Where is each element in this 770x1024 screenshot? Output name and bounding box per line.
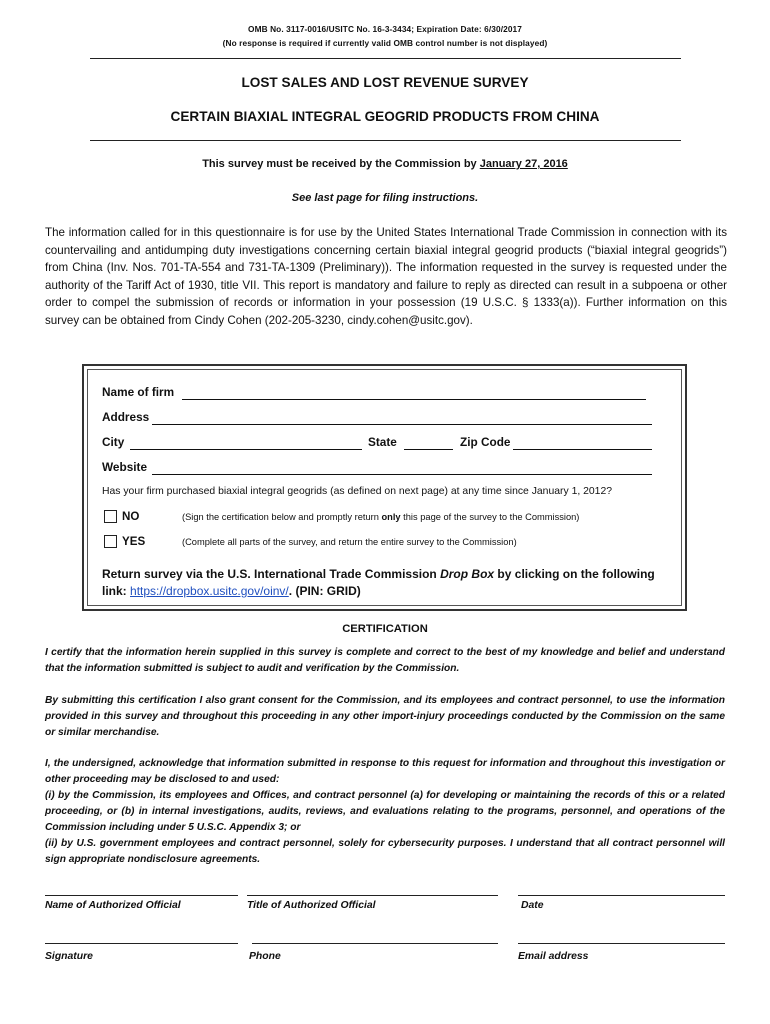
- official-name-field[interactable]: [45, 895, 238, 896]
- no-instruction: (Sign the certification below and promptly return only this page of the survey to the Commission): [182, 512, 580, 522]
- official-name-label: Name of Authorized Official: [45, 900, 181, 911]
- purchase-question: Has your firm purchased biaxial integral geogrids (as defined on next page) at any time since January 1, 2012?: [102, 486, 613, 497]
- address-field[interactable]: [152, 424, 652, 425]
- no-checkbox[interactable]: [104, 510, 117, 523]
- intro-paragraph: The information called for in this questionnaire is for use by the United States International Trade Commission in connection with its countervailing and antidumping duty investigations concerning certain biaxial integral geogrid products (“biaxial integral geogrids”) from China (Inv. Nos. 701-TA-554 and 731-TA-1309 (Preliminary)). The information requested in the survey is requested under the authority of the Tariff Act of 1930, title VII. This report is mandatory and failure to reply as directed can result in a subpoena or other order to compel the submission of records or information in your possession (19 U.S.C. § 1333(a)). Further information on this survey can be obtained from Cindy Cohen (202-205-3230, cindy.cohen@usitc.gov).: [45, 226, 727, 327]
- official-title-field[interactable]: [247, 895, 498, 896]
- omb-note: (No response is required if currently valid OMB control number is not displayed): [222, 38, 548, 48]
- dropbox-link[interactable]: https://dropbox.usitc.gov/oinv/: [130, 584, 289, 598]
- firm-name-field[interactable]: [182, 399, 646, 400]
- certification-paragraph-3b: (i) by the Commission, its employees and Offices, and contract personnel (a) for developing or maintaining the records of this or a related proceeding, or (b) in internal investigations, audits, reviews, and evaluations relating to the programs, personnel, and operations of the Commission including under 5 U.S.C. Appendix 3; or: [45, 790, 725, 834]
- filing-note: See last page for filing instructions.: [291, 192, 479, 204]
- address-label: Address: [102, 410, 150, 424]
- zip-label: Zip Code: [460, 435, 511, 449]
- deadline-date: January 27, 2016: [479, 158, 568, 170]
- certification-paragraph-3a: I, the undersigned, acknowledge that information submitted in response to this request for information and throughout this investigation or other proceeding may be disclosed to and used:: [45, 758, 725, 786]
- city-label: City: [102, 435, 125, 449]
- deadline-prefix: This survey must be received by the Commission by: [202, 158, 480, 170]
- signature-field[interactable]: [45, 943, 238, 944]
- survey-title: LOST SALES AND LOST REVENUE SURVEY: [241, 75, 529, 90]
- city-field[interactable]: [130, 449, 362, 450]
- state-field[interactable]: [404, 449, 453, 450]
- zip-field[interactable]: [513, 449, 652, 450]
- top-divider: [90, 58, 681, 59]
- certification-paragraph-2: By submitting this certification I also grant consent for the Commission, and its employees and contract personnel, to use the information provided in this survey and throughout this proceeding in any other import-injury proceedings conducted by the Commission on the same or similar merchandise.: [45, 695, 725, 739]
- website-field[interactable]: [152, 474, 652, 475]
- phone-label: Phone: [249, 951, 281, 962]
- yes-label: YES: [122, 535, 146, 548]
- official-title-label: Title of Authorized Official: [247, 900, 376, 911]
- date-label: Date: [521, 900, 544, 911]
- return-instructions: Return survey via the U.S. International Trade Commission Drop Box by clicking on the following link: https://dropbox.usitc.gov/oinv/. (PIN: GRID): [102, 567, 655, 598]
- title-divider: [90, 140, 681, 141]
- certification-heading: CERTIFICATION: [342, 623, 428, 635]
- signature-label: Signature: [45, 951, 93, 962]
- survey-subtitle: CERTAIN BIAXIAL INTEGRAL GEOGRID PRODUCTS FROM CHINA: [170, 109, 600, 124]
- email-label: Email address: [518, 951, 589, 962]
- website-label: Website: [102, 460, 148, 474]
- deadline-line: [0, 158, 770, 170]
- phone-field[interactable]: [252, 943, 498, 944]
- omb-number: OMB No. 3117-0016/USITC No. 16-3-3434; Expiration Date: 6/30/2017: [248, 24, 522, 34]
- firm-name-label: Name of firm: [102, 385, 175, 399]
- state-label: State: [368, 435, 397, 449]
- certification-paragraph-3c: (ii) by U.S. government employees and contract personnel, solely for cybersecurity purposes. I understand that all contract personnel will sign appropriate nondisclosure agreements.: [45, 838, 725, 866]
- date-field[interactable]: [518, 895, 725, 896]
- yes-checkbox[interactable]: [104, 535, 117, 548]
- yes-instruction: (Complete all parts of the survey, and return the entire survey to the Commission): [182, 537, 517, 547]
- email-field[interactable]: [518, 943, 725, 944]
- no-label: NO: [122, 510, 140, 523]
- certification-paragraph-1: I certify that the information herein supplied in this survey is complete and correct to the best of my knowledge and belief and understand that the information submitted is subject to audit and verification by the Commission.: [45, 647, 725, 675]
